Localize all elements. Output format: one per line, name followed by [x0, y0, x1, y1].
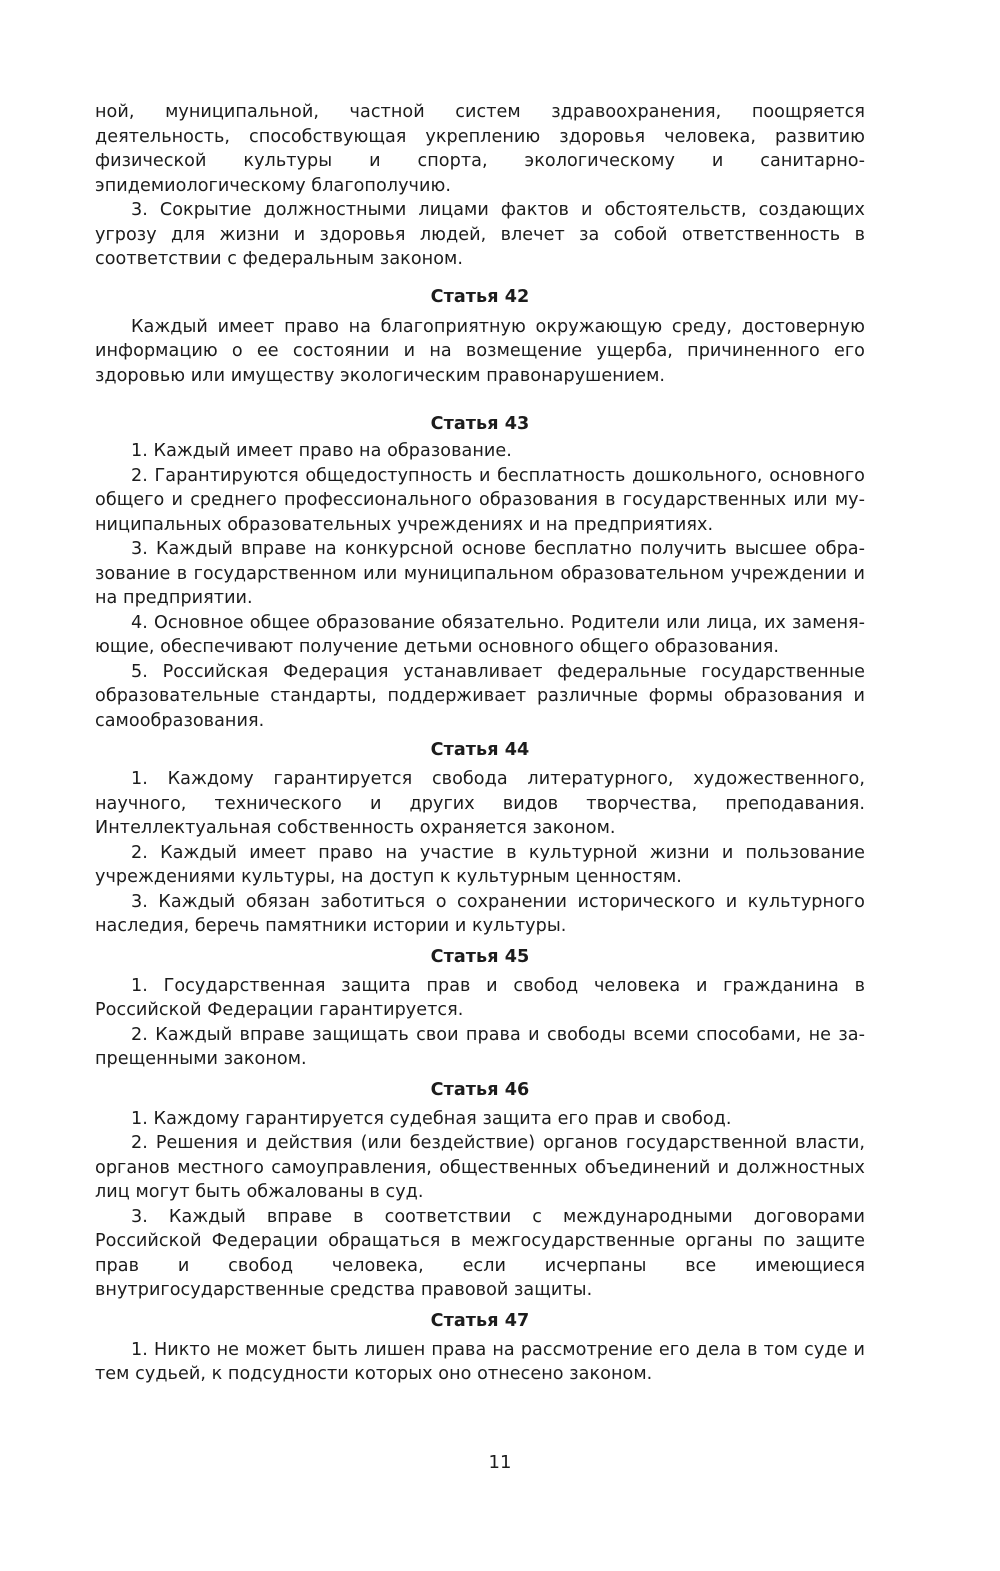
article-47-heading: Статья 47 — [430, 1310, 530, 1331]
article-44-heading: Статья 44 — [430, 740, 530, 760]
article-42-paragraph: Каждый имеет право на благоприятную окружающую среду, достоверную информацию о ее состоянии и на возмещение ущерба, причиненного его здоровью или имуществу экологическим правонарушением. — [95, 316, 865, 386]
article-42-heading: Статья 42 — [430, 286, 530, 307]
article-44-item-1: 1. Каждому гарантируется свобода литературного, художественного, научного, технического и других видов творчества, преподавания. Интеллектуальная собственность охраняется законом. — [95, 769, 865, 838]
document-page — [95, 100, 865, 1387]
intro-item-3-paragraph: 3. Сокрытие должностными лицами фактов и обстоятельств, создающих угрозу для жизни и здоровья людей, влечет за собой ответственность в соответствии с федеральным законом. — [95, 200, 865, 269]
article-44-item-2: 2. Каждый имеет право на участие в культурной жизни и пользование учреждениями культуры, на доступ к культурным ценностям. — [95, 842, 865, 887]
article-43-item-2: 2. Гарантируются общедоступность и бесплатность дошкольного, основного общего и среднего профессионального образования в государственных или муниципальных образовательных учреждениях и на предприятиях. — [95, 465, 865, 535]
page-number: 11 — [488, 1452, 512, 1473]
article-43-item-1: 1. Каждый имеет право на образование. — [131, 441, 512, 461]
article-45-item-2: 2. Каждый вправе защищать свои права и свободы всеми способами, не запрещенными законом. — [95, 1024, 865, 1069]
article-43-item-3: 3. Каждый вправе на конкурсной основе бесплатно получить высшее образование в государственном или муниципальном образовательном учреждении и на предприятии. — [95, 539, 865, 608]
article-46-heading: Статья 46 — [430, 1079, 530, 1100]
article-47-item-1: 1. Никто не может быть лишен права на рассмотрение его дела в том суде и тем судьей, к подсудности которых оно отнесено законом. — [95, 1339, 865, 1384]
article-46-item-1: 1. Каждому гарантируется судебная защита его прав и свобод. — [131, 1108, 732, 1129]
article-45-heading: Статья 45 — [430, 946, 530, 967]
article-45-item-1: 1. Государственная защита прав и свобод человека и гражданина в Российской Федерации гарантируется. — [95, 975, 865, 1020]
intro-continuation-paragraph: ной, муниципальной, частной систем здравоохранения, поощряется деятельность, способствующая укреплению здоровья человека, развитию физической культуры и спорта, экологическому и санитарно-эпидемиологическому благополучию. — [95, 102, 865, 196]
article-46-item-3: 3. Каждый вправе в соответствии с международными договорами Российской Федерации обращаться в межгосударственные органы по защите прав и свобод человека, если исчерпаны все имеющиеся внутригосударственные средства правовой защиты. — [95, 1206, 865, 1300]
article-43-item-5: 5. Российская Федерация устанавливает федеральные государственные образовательные стандарты, поддерживает различные формы образования и самообразования. — [95, 661, 865, 731]
article-43-item-4: 4. Основное общее образование обязательно. Родители или лица, их заменяющие, обеспечивают получение детьми основного общего образования. — [95, 612, 865, 657]
article-43-heading: Статья 43 — [430, 414, 530, 434]
article-46-item-2: 2. Решения и действия (или бездействие) органов государственной власти, органов местного самоуправления, общественных объединений и должностных лиц могут быть обжалованы в суд. — [95, 1133, 865, 1202]
article-44-item-3: 3. Каждый обязан заботиться о сохранении исторического и культурного наследия, беречь памятники истории и культуры. — [95, 891, 865, 936]
